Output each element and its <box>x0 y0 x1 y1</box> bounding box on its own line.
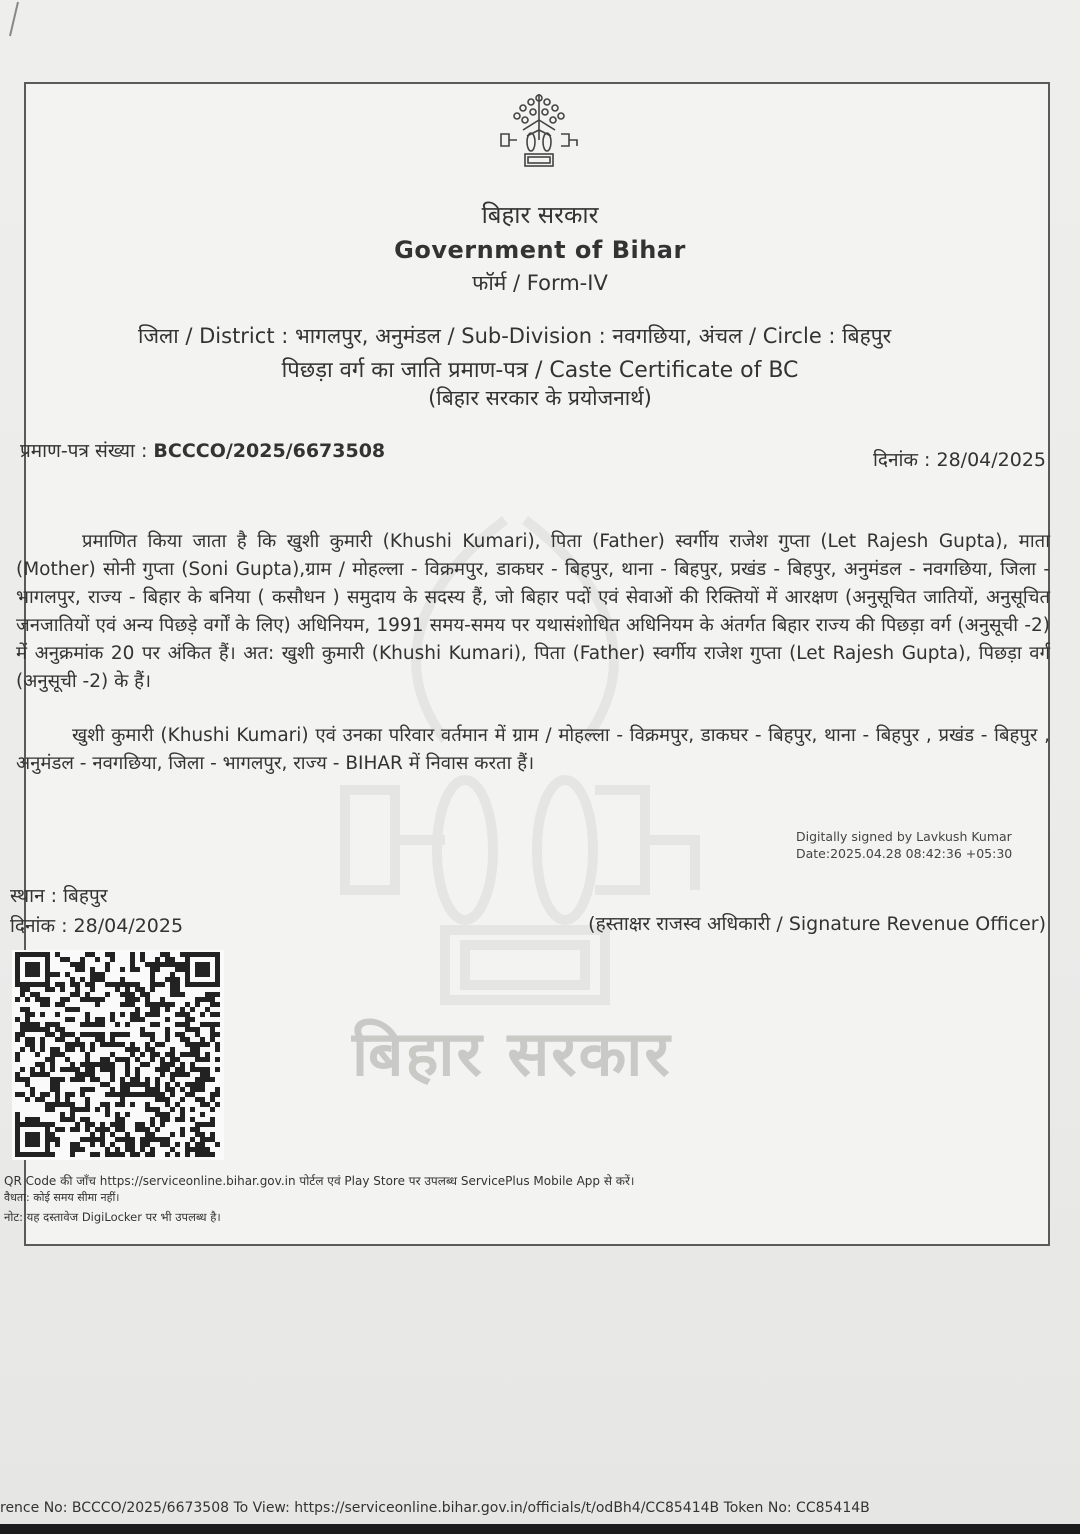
paragraph-2-text: खुशी कुमारी (Khushi Kumari) एवं उनका परिवार वर्तमान में ग्राम / मोहल्ला - विक्रमपुर, डाकघर - बिहपुर, थाना - बिहपुर , प्रखंड - बिहपुर , अनुमंडल - नवगछिया, जिला - भागलपुर, राज्य - BIHAR में निवास करता हैं। <box>16 725 1050 774</box>
qr-verification-note: QR Code की जाँच https://serviceonline.bihar.gov.in पोर्टल एवं Play Store पर उपलब्ध ServicePlus Mobile App से करें। <box>4 1174 635 1188</box>
qr-code <box>12 950 224 1160</box>
validity-note: वैधता: कोई समय सीमा नहीं। <box>4 1191 120 1204</box>
government-title-english: Government of Bihar <box>394 236 686 264</box>
bottom-dark-band <box>0 1524 1080 1534</box>
certificate-purpose: (बिहार सरकार के प्रयोजनार्थ) <box>428 386 652 410</box>
certificate-number-value: BCCCO/2025/6673508 <box>153 440 386 462</box>
issue-date-bottom: दिनांक : 28/04/2025 <box>10 915 184 937</box>
paragraph-1-text: प्रमाणित किया जाता है कि खुशी कुमारी (Khushi Kumari), पिता (Father) स्वर्गीय राजेश गुप्ता (Let Rajesh Gupta), माता (Mother) सोनी गुप्ता (Soni Gupta),ग्राम / मोहल्ला - विक्रमपुर, डाकघर - बिहपुर, थाना - बिहपुर, प्रखंड - बिहपुर, अनुमंडल - नवगछिया, जिला - भागलपुर, राज्य - बिहार के बनिया ( कसौधन ) समुदाय के सदस्य हैं, जो बिहार पदों एवं सेवाओं की रिक्तियों में आरक्षण (अनुसूचित जातियों, अनुसूचित जनजातियों एवं अन्य पिछड़े वर्गों के लिए) अधिनियम, 1991 समय-समय पर यथासंशोधित अधिनियम के अंतर्गत बिहार राज्य की पिछड़ा वर्ग (अनुसूची -2) में अनुक्रमांक 20 पर अंकित हैं। अत: खुशी कुमारी (Khushi Kumari), पिता (Father) स्वर्गीय राजेश गुप्ता (Let Rajesh Gupta), पिछड़ा वर्ग (अनुसूची -2) के हैं। <box>16 531 1050 692</box>
issue-date-top: दिनांक : 28/04/2025 <box>872 449 1046 471</box>
certificate-title: पिछड़ा वर्ग का जाति प्रमाण-पत्र / Caste Certificate of BC <box>281 358 799 383</box>
certificate-paragraph-1 <box>16 528 1050 696</box>
place: स्थान : बिहपुर <box>10 885 108 907</box>
reference-footer: rence No: BCCCO/2025/6673508 To View: https://serviceonline.bihar.gov.in/officials/t/odBh4/CC85414B Token No: CC85414B <box>0 1500 870 1516</box>
certificate-number-label: प्रमाण-पत्र संख्या : <box>20 440 154 462</box>
digital-signature-block <box>796 828 1012 862</box>
bihar-emblem-logo <box>495 90 583 172</box>
certificate-paragraph-2 <box>16 722 1050 778</box>
digilocker-note: नोट: यह दस्तावेज DigiLocker पर भी उपलब्ध है। <box>4 1210 221 1224</box>
signature-label: (हस्ताक्षर राजस्व अधिकारी / Signature Revenue Officer) <box>588 913 1046 935</box>
district-line: जिला / District : भागलपुर, अनुमंडल / Sub-Division : नवगछिया, अंचल / Circle : बिहपुर <box>138 324 892 348</box>
certificate-number <box>20 437 385 463</box>
form-number: फॉर्म / Form-IV <box>472 271 608 295</box>
page-corner-mark <box>6 0 20 40</box>
watermark-text: बिहार सरकार <box>352 1017 672 1090</box>
government-title-hindi: बिहार सरकार <box>481 201 599 229</box>
digital-signature-date: Date:2025.04.28 08:42:36 +05:30 <box>796 846 1013 861</box>
digital-signature-signer: Digitally signed by Lavkush Kumar <box>796 829 1012 844</box>
